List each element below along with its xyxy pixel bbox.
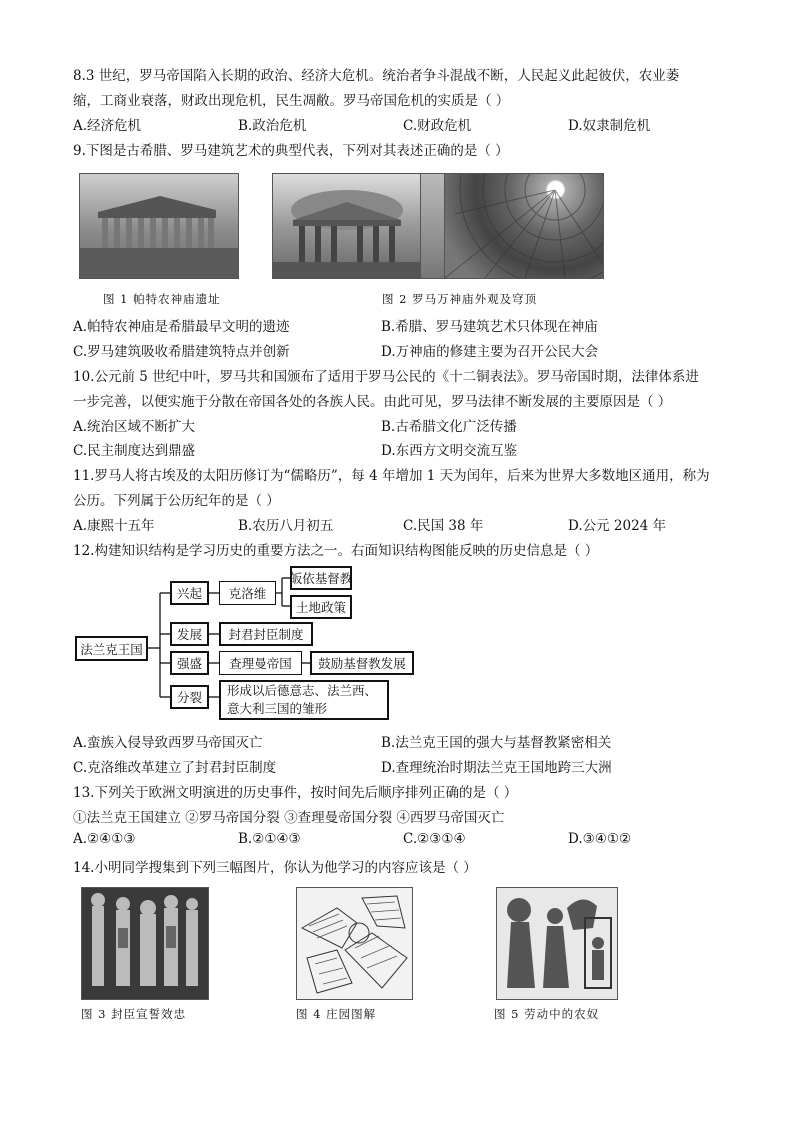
option-b: B.希腊、罗马建筑艺术只体现在神庙 <box>381 319 598 335</box>
option-d: D.奴隶制危机 <box>568 118 651 134</box>
option-c: C.民国 38 年 <box>403 518 484 534</box>
diagram-leaf-convert-christianity: 皈依基督教 <box>290 566 352 590</box>
figure-3-caption: 图 3 封臣宣誓效忠 <box>81 1007 187 1021</box>
diagram-node-three-states: 形成以后德意志、法兰西、意大利三国的雏形 <box>219 680 389 720</box>
option-b: B.政治危机 <box>238 118 307 134</box>
q12-options-row2 <box>73 756 733 776</box>
q10-stem-line1: 10.公元前 5 世纪中叶，罗马共和国颁布了适用于罗马公民的《十二铜表法》。罗马帝国时期，法律体系进 <box>73 369 699 385</box>
q12-stem-line1: 12.构建知识结构是学习历史的重要方法之一。右面知识结构图能反映的历史信息是（ ） <box>73 543 599 559</box>
figure-4-caption: 图 4 庄园图解 <box>296 1007 377 1021</box>
q8-stem-line2: 缩，工商业衰落，财政出现危机，民生凋敝。罗马帝国危机的实质是（ ） <box>73 93 510 109</box>
q8-stem-line1: 8.3 世纪，罗马帝国陷入长期的政治、经济大危机。统治者争斗混战不断，人民起义此起彼伏，农业萎 <box>73 68 680 84</box>
serfs-working-image <box>496 887 618 1000</box>
q9-stem-line1: 9.下图是古希腊、罗马建筑艺术的典型代表，下列对其表述正确的是（ ） <box>73 143 509 159</box>
q14-stem-line1: 14.小明同学搜集到下列三幅图片，你认为他学习的内容应该是（ ） <box>73 860 477 876</box>
q10-stem-line2: 一步完善，以便实施于分散在帝国各处的各族人民。由此可见，罗马法律不断发展的主要原因是（ ） <box>73 394 672 410</box>
option-d: D.③④①② <box>568 831 632 847</box>
figure-1-caption: 图 1 帕特农神庙遗址 <box>103 292 221 306</box>
option-b: B.法兰克王国的强大与基督教紧密相关 <box>381 735 612 751</box>
diagram-root-frankish-kingdom: 法兰克王国 <box>75 636 148 661</box>
diagram-stage-develop: 发展 <box>170 622 209 646</box>
figure-5-caption: 图 5 劳动中的农奴 <box>494 1007 600 1021</box>
diagram-node-carolingian-empire: 查理曼帝国 <box>219 651 302 675</box>
q13-stem-line1: 13.下列关于欧洲文明演进的历史事件，按时间先后顺序排列正确的是（ ） <box>73 785 518 801</box>
q12-options-row1 <box>73 731 733 751</box>
q11-stem-line1: 11.罗马人将古埃及的太阳历修订为“儒略历”，每 4 年增加 1 天为闰年，后来为世界大多数地区通用，称为 <box>73 468 710 484</box>
diagram-node-clovis: 克洛维 <box>219 581 276 605</box>
option-c: C.②③①④ <box>403 831 466 847</box>
diagram-leaf-land-policy: 土地政策 <box>290 595 352 619</box>
option-a: A.统治区域不断扩大 <box>73 419 196 435</box>
option-a: A.②④①③ <box>73 831 136 847</box>
vassal-oath-image <box>81 887 209 1000</box>
diagram-stage-split: 分裂 <box>170 685 209 709</box>
diagram-stage-rise: 兴起 <box>170 581 209 605</box>
option-b: B.农历八月初五 <box>238 518 334 534</box>
option-b: B.古希腊文化广泛传播 <box>381 419 517 435</box>
option-d: D.万神庙的修建主要为召开公民大会 <box>381 344 599 360</box>
diagram-stage-prosper: 强盛 <box>170 651 209 675</box>
option-b: B.②①④③ <box>238 831 301 847</box>
option-c: C.财政危机 <box>403 118 472 134</box>
option-c: C.罗马建筑吸收希腊建筑特点并创新 <box>73 344 290 360</box>
q11-stem-line2: 公历。下列属于公历纪年的是（ ） <box>73 493 280 509</box>
q13-events-list: ①法兰克王国建立 ②罗马帝国分裂 ③查理曼帝国分裂 ④西罗马帝国灭亡 <box>73 810 505 826</box>
option-c: C.民主制度达到鼎盛 <box>73 443 196 459</box>
option-a: A.蛮族入侵导致西罗马帝国灭亡 <box>73 735 263 751</box>
diagram-node-feudal-system: 封君封臣制度 <box>219 622 313 646</box>
option-a: A.康熙十五年 <box>73 518 155 534</box>
option-d: D.公元 2024 年 <box>568 518 667 534</box>
option-a: A.帕特农神庙是希腊最早文明的遗迹 <box>73 319 290 335</box>
manor-diagram-image <box>296 887 413 1000</box>
diagram-leaf-encourage-christianity: 鼓励基督教发展 <box>310 651 414 675</box>
option-d: D.查理统治时期法兰克王国地跨三大洲 <box>381 760 612 776</box>
q13-options <box>73 831 733 847</box>
option-d: D.东西方文明交流互鉴 <box>381 443 518 459</box>
option-c: C.克洛维改革建立了封君封臣制度 <box>73 760 277 776</box>
figure-2-caption: 图 2 罗马万神庙外观及穹顶 <box>382 292 538 306</box>
option-a: A.经济危机 <box>73 118 142 134</box>
